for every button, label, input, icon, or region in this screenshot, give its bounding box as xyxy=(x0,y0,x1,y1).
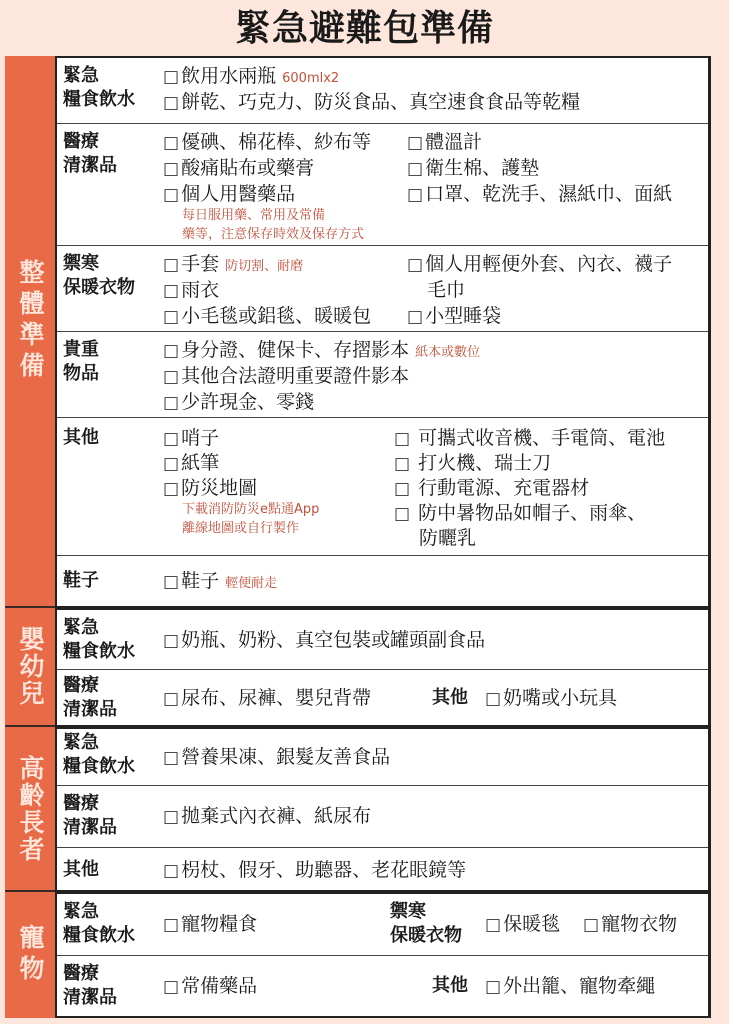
checkbox-icon[interactable]: □ xyxy=(163,393,180,413)
checklist-item[interactable]: □ 營養果凍、銀髮友善食品 xyxy=(163,746,391,768)
row-medical xyxy=(57,670,708,727)
checklist-sheet xyxy=(5,56,711,1018)
checkbox-icon[interactable]: □ xyxy=(394,429,411,449)
row-food-water xyxy=(57,894,708,956)
checkbox-icon[interactable]: □ xyxy=(163,93,180,113)
checklist-item[interactable]: □ 個人用醫藥品 xyxy=(163,183,296,205)
checkbox-icon[interactable]: □ xyxy=(407,255,424,275)
checkbox-icon[interactable]: □ xyxy=(485,915,502,935)
category-label: 鞋子 xyxy=(63,570,99,591)
category-label: 貴重 物品 xyxy=(63,339,99,384)
checklist-item[interactable]: □ 奶瓶、奶粉、真空包裝或罐頭副食品 xyxy=(163,629,486,651)
row-others xyxy=(57,418,708,556)
checkbox-icon[interactable]: □ xyxy=(163,307,180,327)
medication-note: 每日服用藥、常用及常備 藥等，注意保存時效及保存方式 xyxy=(182,208,365,242)
checklist-item[interactable]: □ 鞋子 輕便耐走 xyxy=(163,570,278,592)
group-body xyxy=(55,56,711,608)
checkbox-icon[interactable]: □ xyxy=(163,281,180,301)
checkbox-icon[interactable]: □ xyxy=(394,454,411,474)
checkbox-icon[interactable]: □ xyxy=(163,454,180,474)
checkbox-icon[interactable]: □ xyxy=(485,977,502,997)
checklist-item[interactable]: □ 可攜式收音機、手電筒、電池 xyxy=(394,427,666,449)
map-note: 下載消防防災e點通App 離線地圖或自行製作 xyxy=(182,502,320,536)
category-label: 禦寒 保暖衣物 xyxy=(63,253,135,298)
checklist-item[interactable]: □ 奶嘴或小玩具 xyxy=(485,687,618,709)
checkbox-icon[interactable]: □ xyxy=(407,133,424,153)
category-label: 醫療 清潔品 xyxy=(63,131,117,176)
checklist-item[interactable]: □ 酸痛貼布或藥膏 xyxy=(163,157,315,179)
checkbox-icon[interactable]: □ xyxy=(394,504,411,524)
group-pets xyxy=(5,892,711,1018)
checklist-item[interactable]: □ 防災地圖 xyxy=(163,477,258,499)
checklist-item[interactable]: □ 口罩、乾洗手、濕紙巾、面紙 xyxy=(407,183,673,205)
inline-category-label: 禦寒 保暖衣物 xyxy=(390,901,462,946)
row-medical xyxy=(57,124,708,246)
category-label: 緊急 糧食飲水 xyxy=(63,732,135,777)
group-label-infant: 嬰幼兒 xyxy=(5,608,55,727)
checkbox-icon[interactable]: □ xyxy=(163,429,180,449)
category-label: 其他 xyxy=(63,859,99,880)
inline-category-label: 其他 xyxy=(432,975,468,996)
checklist-item[interactable]: □ 優碘、棉花棒、紗布等 xyxy=(163,131,372,153)
row-others xyxy=(57,848,708,892)
checklist-item[interactable]: □ 防中暑物品如帽子、雨傘、 xyxy=(394,502,647,524)
category-label: 醫療 清潔品 xyxy=(63,793,117,838)
row-shoes xyxy=(57,556,708,608)
checkbox-icon[interactable]: □ xyxy=(485,689,502,709)
group-elderly xyxy=(5,727,711,892)
category-label: 醫療 清潔品 xyxy=(63,675,117,720)
checkbox-icon[interactable]: □ xyxy=(163,367,180,387)
page-title: 緊急避難包準備 xyxy=(234,8,494,49)
checklist-item[interactable]: □ 手套 防切割、耐磨 xyxy=(163,253,304,275)
row-warm-clothing xyxy=(57,246,708,332)
checklist-item[interactable]: □ 小型睡袋 xyxy=(407,305,502,327)
row-medical xyxy=(57,956,708,1018)
checklist-item[interactable]: □ 個人用輕便外套、內衣、襪子 xyxy=(407,253,673,275)
checklist-item[interactable]: □ 外出籠、寵物牽繩 xyxy=(485,975,656,997)
checklist-item[interactable]: □ 飲用水兩瓶 600mlx2 xyxy=(163,65,340,87)
group-label-elderly: 高齡長者 xyxy=(5,727,55,892)
checklist-item[interactable]: □ 雨衣 xyxy=(163,279,220,301)
row-food-water xyxy=(57,58,708,124)
checklist-item-continued: 防曬乳 xyxy=(419,527,477,549)
checkbox-icon[interactable]: □ xyxy=(163,807,180,827)
checklist-item[interactable]: □ 行動電源、充電器材 xyxy=(394,477,590,499)
group-label-overall: 整體準備 xyxy=(5,56,55,608)
checklist-item[interactable]: □ 其他合法證明重要證件影本 xyxy=(163,365,410,387)
checklist-item[interactable]: □ 紙筆 xyxy=(163,452,220,474)
checklist-item[interactable]: □ 衛生棉、護墊 xyxy=(407,157,540,179)
row-medical xyxy=(57,786,708,848)
checklist-item[interactable]: □ 寵物糧食 xyxy=(163,913,258,935)
checklist-item[interactable]: □ 拋棄式內衣褲、紙尿布 xyxy=(163,805,372,827)
checkbox-icon[interactable]: □ xyxy=(163,341,180,361)
checkbox-icon[interactable]: □ xyxy=(163,133,180,153)
group-body xyxy=(55,892,711,1018)
checklist-item[interactable]: □ 枴杖、假牙、助聽器、老花眼鏡等 xyxy=(163,859,467,881)
row-food-water xyxy=(57,729,708,786)
checklist-item[interactable]: □ 身分證、健保卡、存摺影本 紙本或數位 xyxy=(163,339,481,361)
checklist-item[interactable]: □ 常備藥品 xyxy=(163,975,258,997)
category-label: 緊急 糧食飲水 xyxy=(63,617,135,662)
group-body xyxy=(55,608,711,727)
checklist-item-continued: 毛巾 xyxy=(427,279,466,301)
checklist-item[interactable]: □ 哨子 xyxy=(163,427,220,449)
checkbox-icon[interactable]: □ xyxy=(163,915,180,935)
checkbox-icon[interactable]: □ xyxy=(407,307,424,327)
checklist-item[interactable]: □ 打火機、瑞士刀 xyxy=(394,452,552,474)
checklist-item[interactable]: □ 餅乾、巧克力、防災食品、真空速食食品等乾糧 xyxy=(163,91,581,113)
checkbox-icon[interactable]: □ xyxy=(163,255,180,275)
row-food-water xyxy=(57,610,708,670)
checkbox-icon[interactable]: □ xyxy=(163,572,180,592)
group-infant xyxy=(5,608,711,727)
checkbox-icon[interactable]: □ xyxy=(163,631,180,651)
checklist-item[interactable]: □ 小毛毯或鋁毯、暖暖包 xyxy=(163,305,372,327)
category-label: 緊急 糧食飲水 xyxy=(63,65,135,110)
checkbox-icon[interactable]: □ xyxy=(163,67,180,87)
checklist-item[interactable]: □ 寵物衣物 xyxy=(583,913,678,935)
checkbox-icon[interactable]: □ xyxy=(583,915,600,935)
checkbox-icon[interactable]: □ xyxy=(394,479,411,499)
row-valuables xyxy=(57,332,708,418)
group-overall xyxy=(5,56,711,608)
category-label: 緊急 糧食飲水 xyxy=(63,901,135,946)
group-label-pets: 寵物 xyxy=(5,892,55,1018)
checkbox-icon[interactable]: □ xyxy=(407,185,424,205)
category-label: 醫療 清潔品 xyxy=(63,963,117,1008)
checkbox-icon[interactable]: □ xyxy=(163,159,180,179)
checkbox-icon[interactable]: □ xyxy=(163,748,180,768)
checkbox-icon[interactable]: □ xyxy=(163,479,180,499)
checklist-item[interactable]: □ 少許現金、零錢 xyxy=(163,391,315,413)
checkbox-icon[interactable]: □ xyxy=(163,977,180,997)
checklist-item[interactable]: □ 尿布、尿褲、嬰兒背帶 xyxy=(163,687,372,709)
checkbox-icon[interactable]: □ xyxy=(163,689,180,709)
checklist-item[interactable]: □ 體溫計 xyxy=(407,131,483,153)
category-label: 其他 xyxy=(63,427,99,448)
group-body xyxy=(55,727,711,892)
inline-category-label: 其他 xyxy=(432,687,468,708)
checkbox-icon[interactable]: □ xyxy=(163,185,180,205)
checkbox-icon[interactable]: □ xyxy=(163,861,180,881)
checklist-item[interactable]: □ 保暖毯 xyxy=(485,913,561,935)
checkbox-icon[interactable]: □ xyxy=(407,159,424,179)
